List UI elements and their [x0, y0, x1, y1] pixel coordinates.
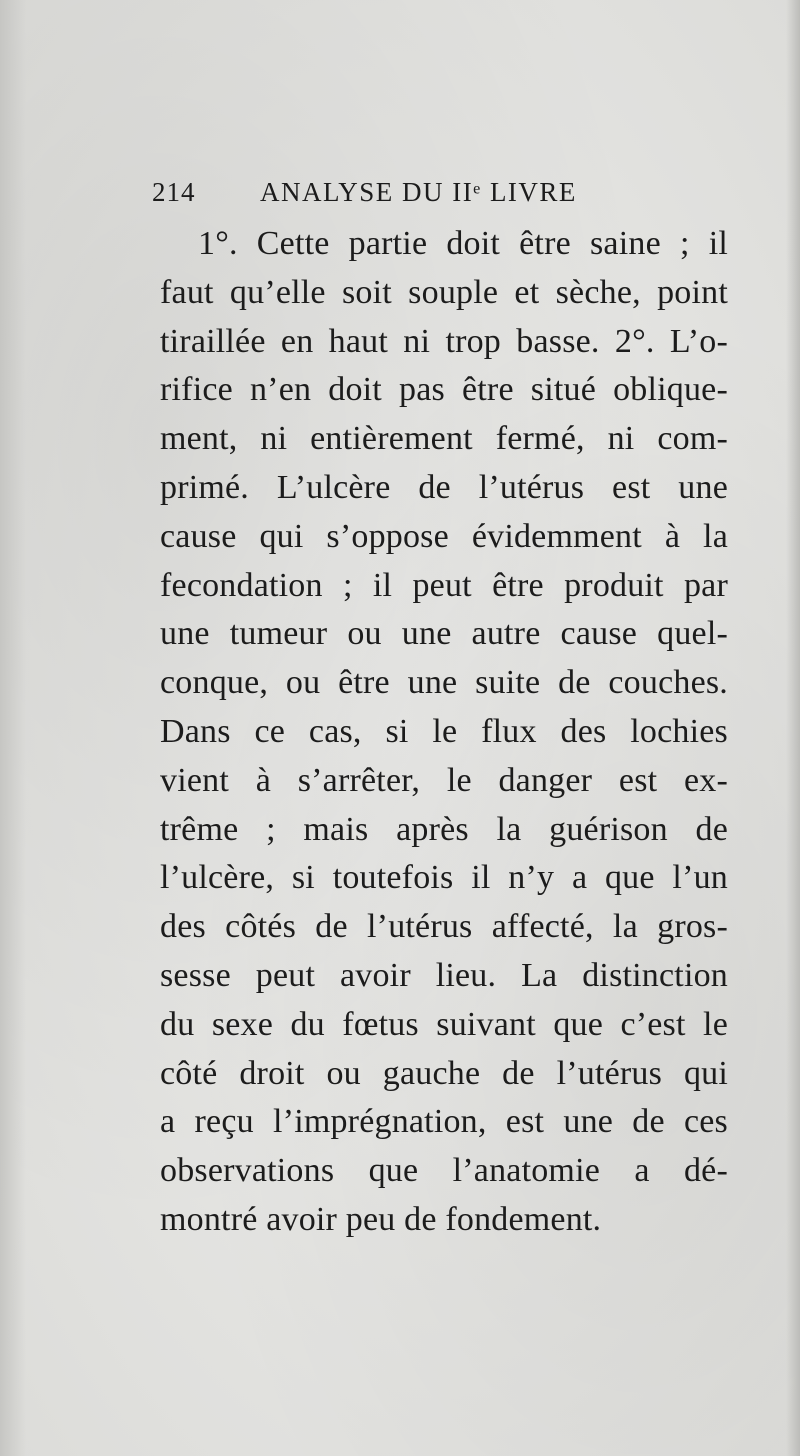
page-header [152, 172, 692, 212]
running-head: ANALYSE DU IIᵉ LIVRE [260, 177, 577, 207]
text-line: vient à s’arrêter, le danger est ex- [160, 761, 728, 799]
text-line: du sexe du fœtus suivant que c’est le [160, 1005, 728, 1043]
text-line: conque, ou être une suite de couches. [160, 664, 728, 702]
text-line: primé. L’ulcère de l’utérus est une [160, 468, 728, 506]
text-line: trême ; mais après la guérison de [160, 810, 728, 848]
text-line: faut qu’elle soit souple et sèche, point [160, 273, 728, 311]
text-line: rifice n’en doit pas être situé oblique- [160, 371, 728, 409]
text-line: fecondation ; il peut être produit par [160, 566, 728, 604]
page-number: 214 [152, 177, 196, 207]
body-paragraph [160, 220, 728, 1245]
text-line: sesse peut avoir lieu. La distinction [160, 956, 728, 994]
page-gutter-shadow [0, 0, 26, 1456]
text-line: montré avoir peu de fondement. [160, 1200, 602, 1238]
text-line: cause qui s’oppose évidemment à la [160, 517, 728, 555]
page-edge-shadow [786, 0, 800, 1456]
text-line: Dans ce cas, si le flux des lochies [160, 712, 728, 750]
text-line: des côtés de l’utérus affecté, la gros- [160, 908, 728, 946]
text-line: observations que l’anatomie a dé- [160, 1152, 728, 1190]
text-line: l’ulcère, si toutefois il n’y a que l’un [160, 859, 728, 897]
text-line: une tumeur ou une autre cause quel- [160, 615, 728, 653]
text-line: côté droit ou gauche de l’utérus qui [160, 1054, 728, 1092]
text-line: ment, ni entièrement fermé, ni com- [160, 420, 728, 458]
text-line: tiraillée en haut ni trop basse. 2°. L’o- [160, 322, 728, 360]
text-line: a reçu l’imprégnation, est une de ces [160, 1103, 728, 1141]
text-line: 1°. Cette partie doit être saine ; il [198, 225, 728, 262]
